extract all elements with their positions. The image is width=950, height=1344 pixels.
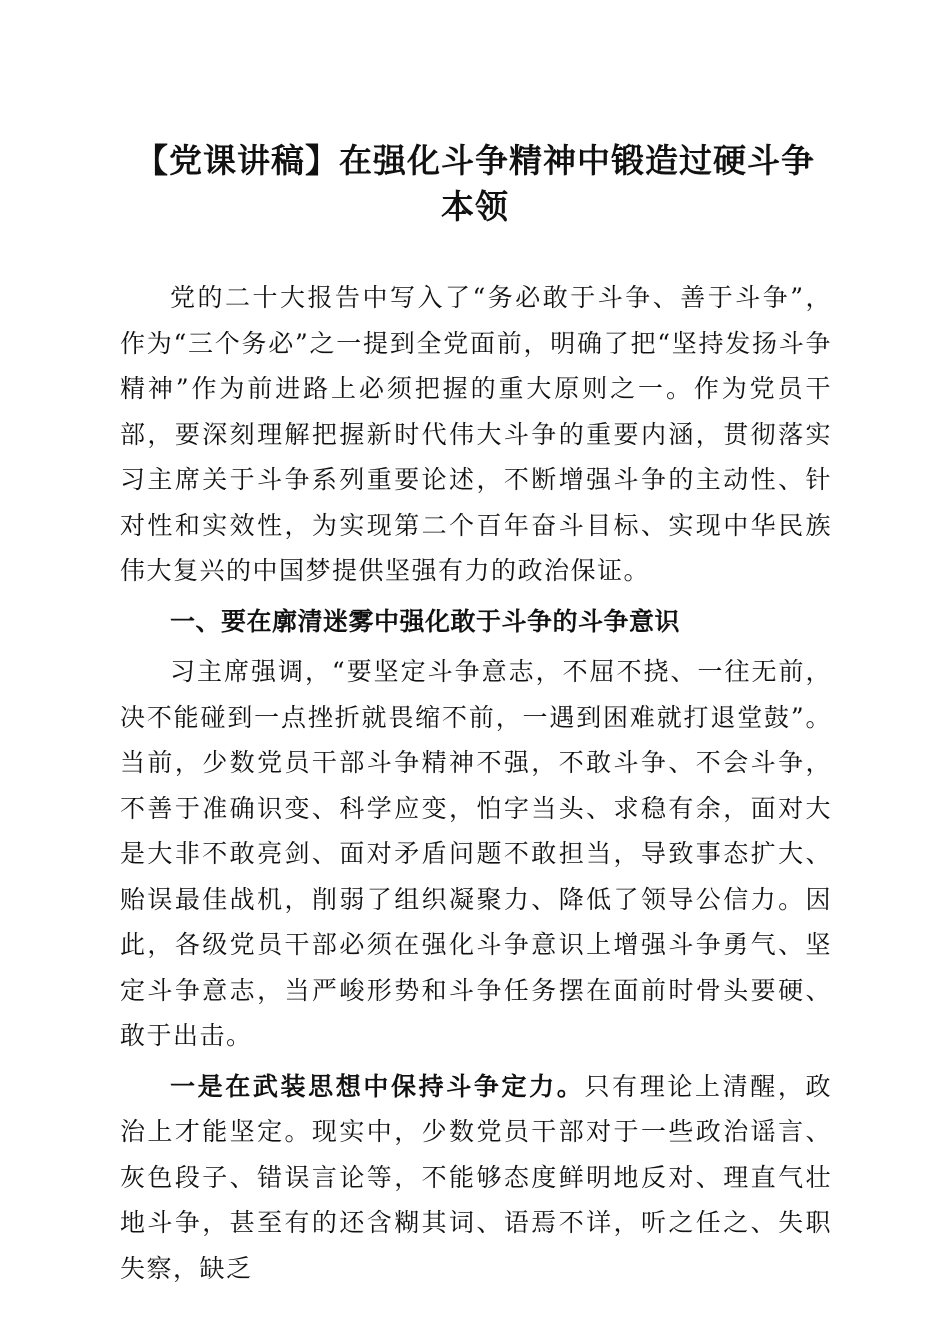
title-line-1: 【党课讲稿】在强化斗争精神中锻造过硬斗争 [135,141,815,180]
document-body [120,275,832,1291]
paragraph-3-text: 只有理论上清醒，政治上才能坚定。现实中，少数党员干部对于一些政治谣言、灰色段子、错误言论等，不能够态度鲜明地反对、理直气壮地斗争，甚至有的还含糊其词、语焉不详，听之任之、失职失察，缺乏 [120,1071,832,1283]
section-heading-1: 一、要在廓清迷雾中强化敢于斗争的斗争意识 [170,606,681,636]
paragraph-3-lead: 一是在武装思想中保持斗争定力。 [170,1071,585,1101]
title-line-2: 本领 [441,187,509,226]
document-title [100,138,850,230]
paragraph-2: 习主席强调，“要坚定斗争意志，不屈不挠、一往无前，决不能碰到一点挫折就畏缩不前，一遇到困难就打退堂鼓”。当前，少数党员干部斗争精神不强，不敢斗争、不会斗争，不善于准确识变、科学应变，怕字当头、求稳有余，面对大是大非不敢亮剑、面对矛盾问题不敢担当，导致事态扩大、贻误最佳战机，削弱了组织凝聚力、降低了领导公信力。因此，各级党员干部必须在强化斗争意识上增强斗争勇气、坚定斗争意志，当严峻形势和斗争任务摆在面前时骨头要硬、敢于出击。 [120,657,832,1050]
intro-paragraph: 党的二十大报告中写入了“务必敢于斗争、善于斗争”，作为“三个务必”之一提到全党面前，明确了把“坚持发扬斗争精神”作为前进路上必须把握的重大原则之一。作为党员干部，要深刻理解把握新时代伟大斗争的重要内涵，贯彻落实习主席关于斗争系列重要论述，不断增强斗争的主动性、针对性和实效性，为实现第二个百年奋斗目标、实现中华民族伟大复兴的中国梦提供坚强有力的政治保证。 [120,283,832,585]
paragraph-3 [120,1064,832,1292]
